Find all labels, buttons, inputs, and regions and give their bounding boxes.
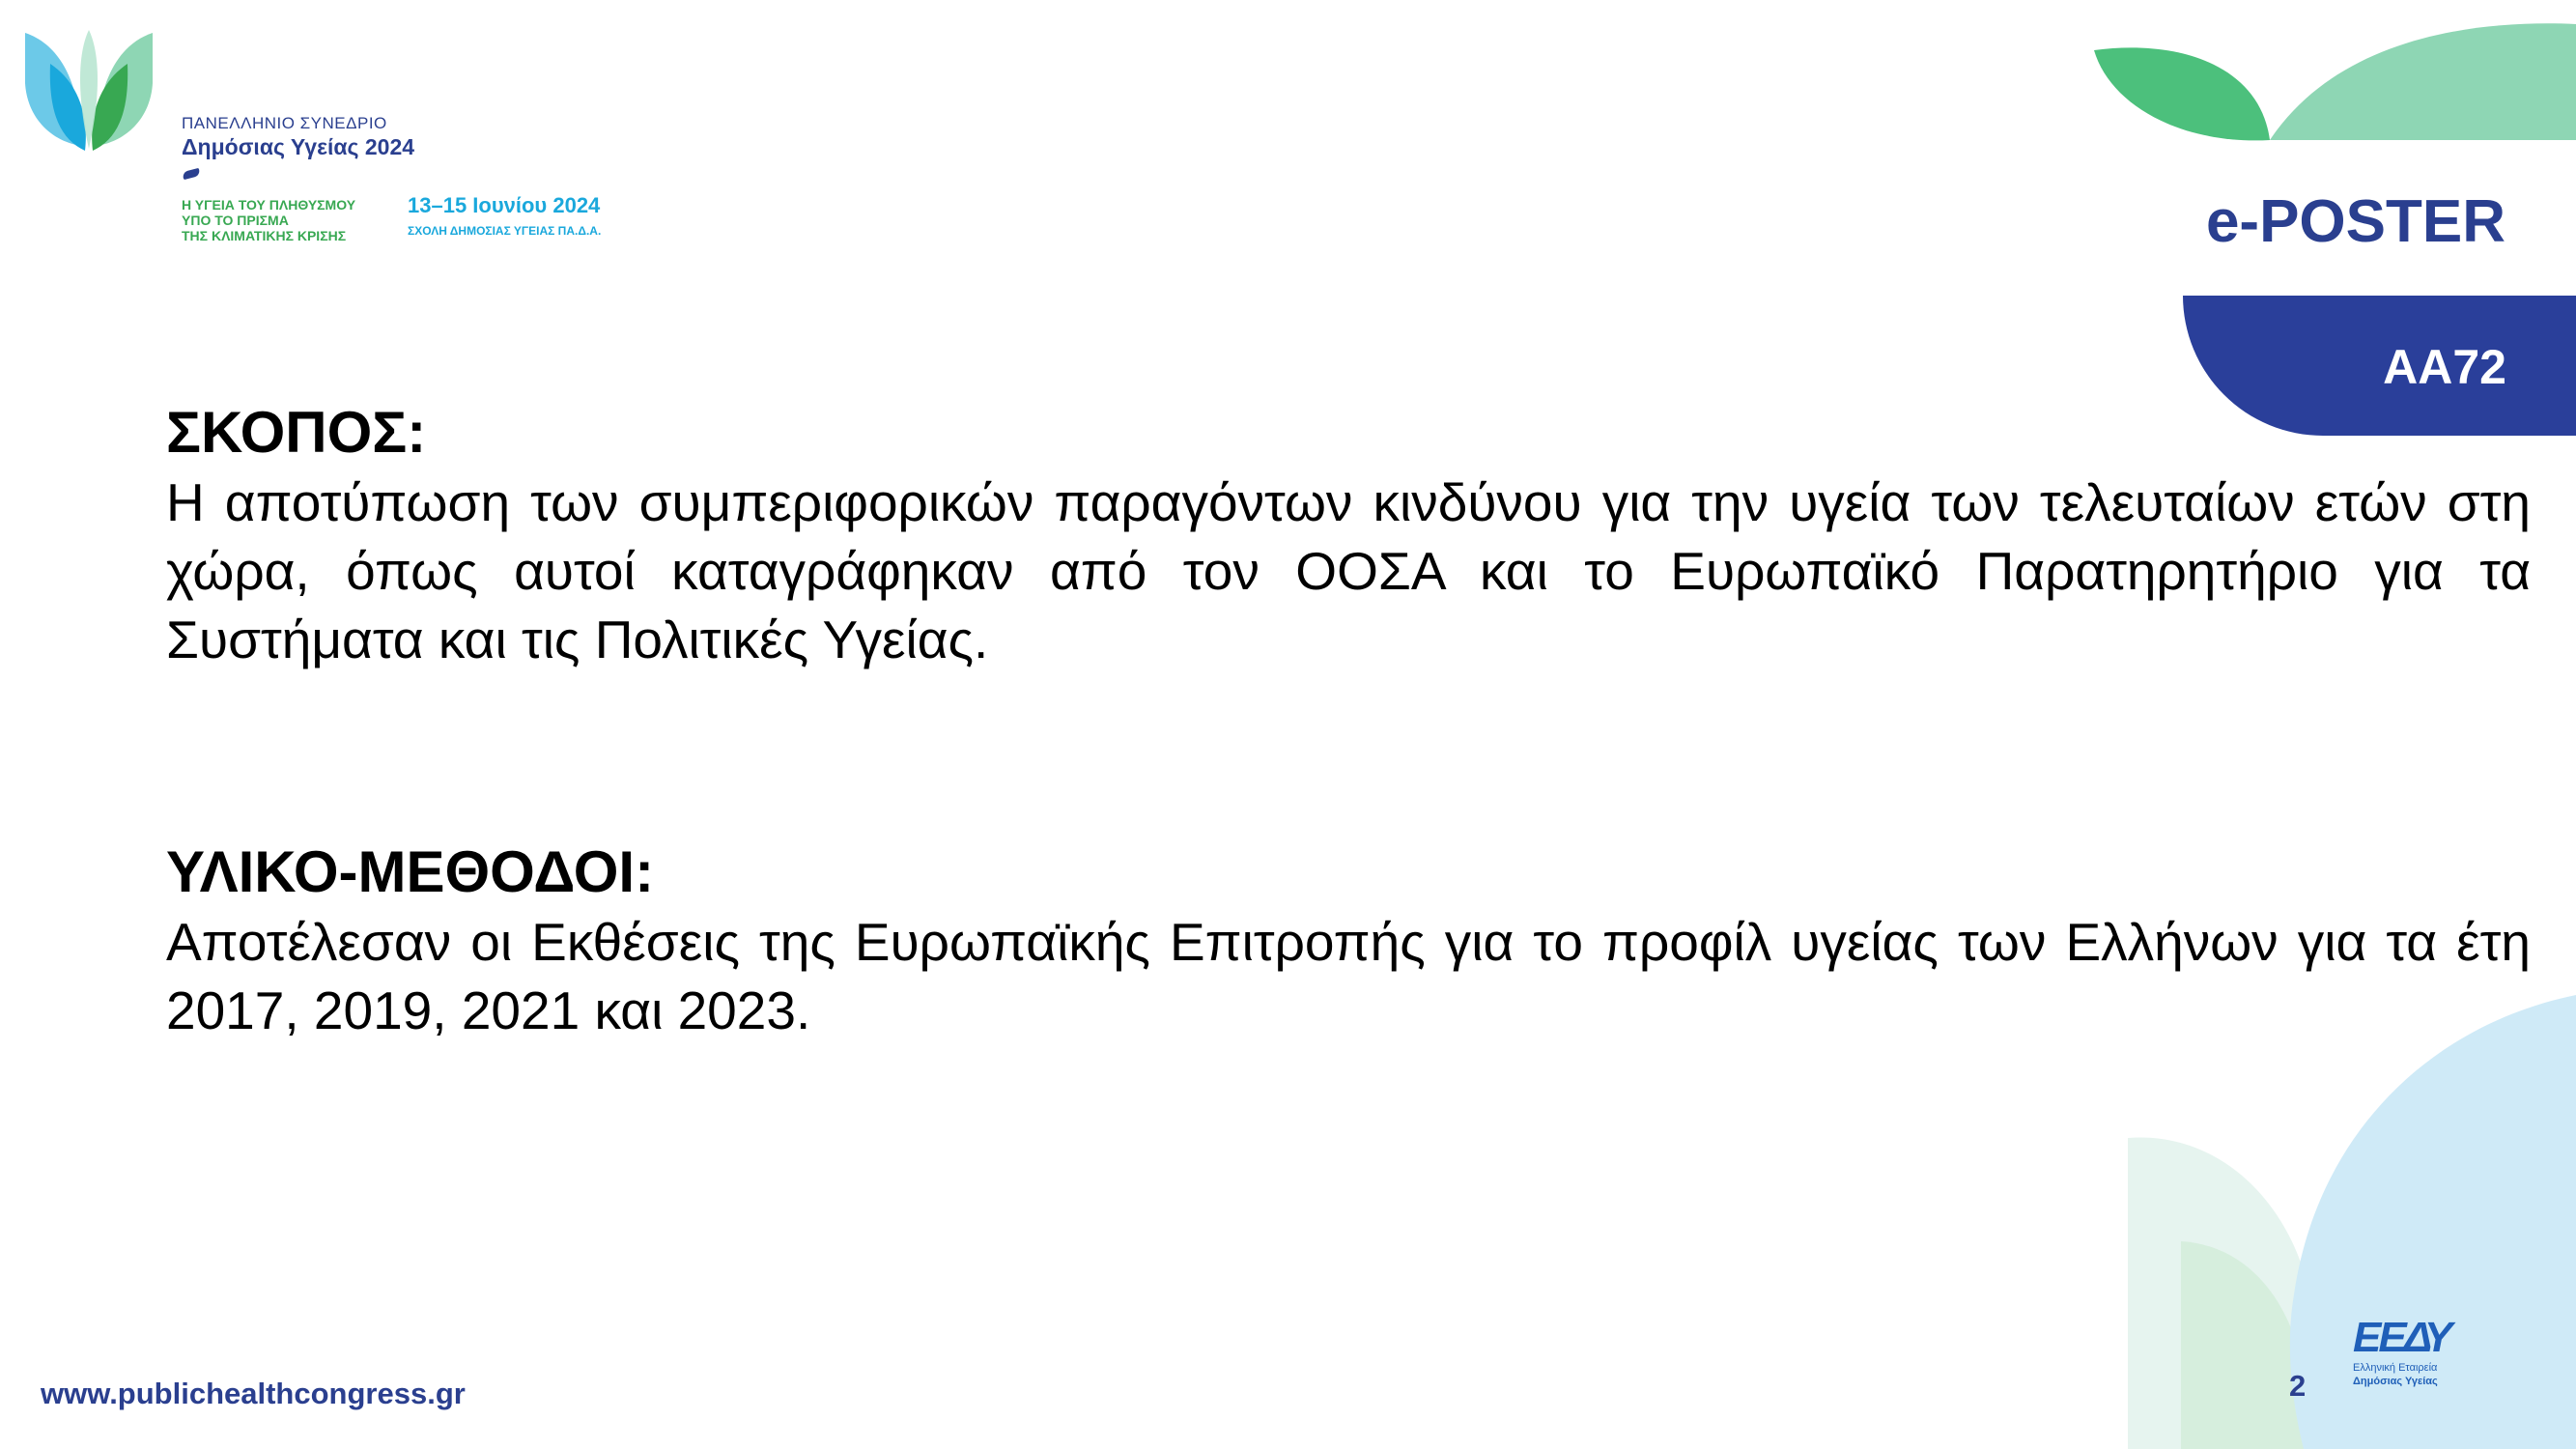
- logo-conference-name: ΠΑΝΕΛΛΗΝΙΟ ΣΥΝΕΔΡΙΟ: [182, 114, 387, 132]
- conference-logo: [21, 25, 659, 243]
- logo-conference-subtitle: Δημόσιας Υγείας 2024: [182, 134, 415, 159]
- section-heading-methods: ΥΛΙΚΟ-ΜΕΘΟΔΟΙ:: [166, 839, 655, 904]
- eposter-label: e-POSTER: [2205, 188, 2505, 255]
- top-right-leaf-green: [2094, 47, 2270, 140]
- society-logo-line: Δημόσιας Υγείας: [2353, 1376, 2438, 1387]
- logo-leaf-accent: [182, 168, 200, 180]
- poster-content: [166, 396, 2531, 1045]
- society-logo: [2353, 1314, 2450, 1387]
- logo-dates: 13–15 Ιουνίου 2024: [408, 193, 601, 217]
- section-text-methods: Αποτέλεσαν οι Εκθέσεις της Ευρωπαϊκής Επιτροπής για το προφίλ υγείας των Ελλήνων για τα έτη 2017, 2019, 2021 και 2023.: [166, 912, 2531, 1040]
- logo-school: ΣΧΟΛΗ ΔΗΜΟΣΙΑΣ ΥΓΕΙΑΣ ΠΑ.Δ.Α.: [408, 224, 602, 238]
- logo-tagline-line: ΥΠΟ ΤΟ ΠΡΙΣΜΑ: [182, 213, 289, 228]
- logo-tagline: [182, 197, 355, 243]
- section-text-purpose: Η αποτύπωση των συμπεριφορικών παραγόντων κινδύνου για την υγεία των τελευταίων ετών στη χώρα, όπως αυτοί καταγράφηκαν από τον ΟΟΣΑ και το Ευρωπαϊκό Παρατηρητήριο για τα Συστήματα και τις Πολιτικές Υγείας.: [166, 472, 2531, 669]
- section-heading-purpose: ΣΚΟΠΟΣ:: [166, 400, 427, 465]
- poster-code: AA72: [2383, 340, 2506, 394]
- society-logo-mark: ΕΕΔΥ: [2353, 1314, 2450, 1361]
- page-number: 2: [2289, 1369, 2307, 1403]
- logo-tagline-line: Η ΥΓΕΙΑ ΤΟΥ ΠΛΗΘΥΣΜΟΥ: [182, 197, 356, 213]
- society-logo-line: Ελληνική Εταιρεία: [2353, 1362, 2438, 1374]
- top-right-leaf-light: [2270, 23, 2576, 140]
- leaf-logo-icon: [21, 25, 156, 153]
- logo-tagline-line: ΤΗΣ ΚΛΙΜΑΤΙΚΗΣ ΚΡΙΣΗΣ: [182, 228, 347, 243]
- website-link[interactable]: www.publichealthcongress.gr: [41, 1377, 466, 1410]
